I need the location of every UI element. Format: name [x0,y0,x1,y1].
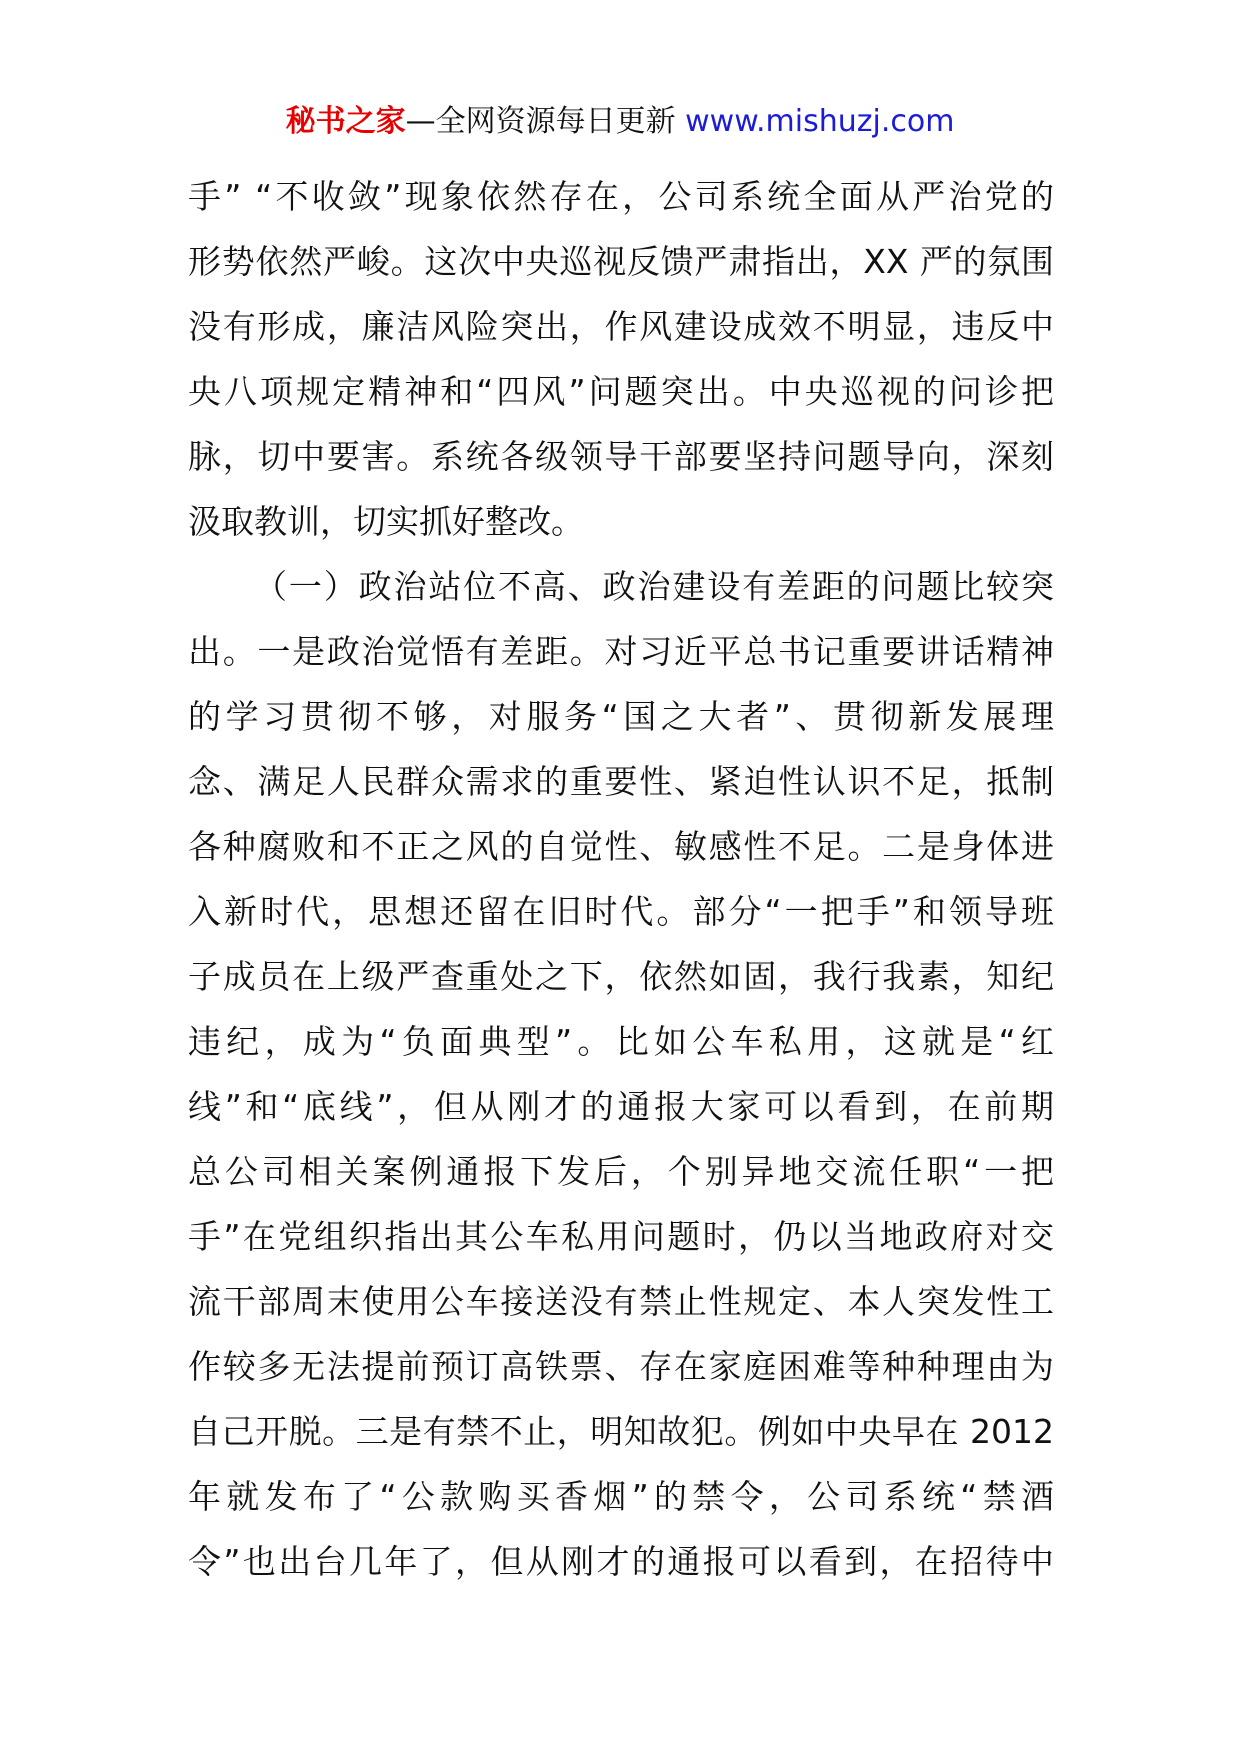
text-line: 总公司相关案例通报下发后，个别异地交流任职“一把 [188,1152,1054,1191]
document-body [188,164,1054,1594]
text-line: 自己开脱。三是有禁不止，明知故犯。例如中央早在 2012 [188,1412,1054,1451]
text-line: 令”也出台几年了，但从刚才的通报可以看到，在招待中 [188,1542,1054,1581]
site-url-link[interactable]: www.mishuzj.com [685,104,955,139]
text-line: 出。一是政治觉悟有差距。对习近平总书记重要讲话精神 [188,632,1054,671]
brand-name: 秘书之家 [285,104,406,139]
header-tagline: —全网资源每日更新 [405,104,676,139]
text-line: 年就发布了“公款购买香烟”的禁令，公司系统“禁酒 [188,1477,1054,1516]
text-line: 子成员在上级严查重处之下，依然如固，我行我素，知纪 [188,957,1054,996]
text-line: 各种腐败和不正之风的自觉性、敏感性不足。二是身体进 [188,827,1054,866]
text-line: 的学习贯彻不够，对服务“国之大者”、贯彻新发展理 [188,697,1054,736]
text-line: 违纪，成为“负面典型”。比如公车私用，这就是“红 [188,1022,1054,1061]
text-line: 入新时代，思想还留在旧时代。部分“一把手”和领导班 [188,892,1054,931]
text-line: 线”和“底线”，但从刚才的通报大家可以看到，在前期 [188,1087,1054,1126]
text-line: 手” “不收敛”现象依然存在，公司系统全面从严治党的 [188,177,1054,216]
section-heading-line: （一）政治站位不高、政治建设有差距的问题比较突 [254,567,1054,606]
text-line: 没有形成，廉洁风险突出，作风建设成效不明显，违反中 [188,307,1054,346]
site-header [0,102,1240,142]
text-line: 脉，切中要害。系统各级领导干部要坚持问题导向，深刻 [188,437,1054,476]
text-line: 流干部周末使用公车接送没有禁止性规定、本人突发性工 [188,1282,1054,1321]
text-line: 手”在党组织指出其公车私用问题时，仍以当地政府对交 [188,1217,1054,1256]
text-line: 形势依然严峻。这次中央巡视反馈严肃指出，XX 严的氛围 [188,242,1054,281]
text-line: 汲取教训，切实抓好整改。 [188,502,584,541]
text-line: 作较多无法提前预订高铁票、存在家庭困难等种种理由为 [188,1347,1054,1386]
text-line: 央八项规定精神和“四风”问题突出。中央巡视的问诊把 [188,372,1054,411]
text-line: 念、满足人民群众需求的重要性、紧迫性认识不足，抵制 [188,762,1054,801]
